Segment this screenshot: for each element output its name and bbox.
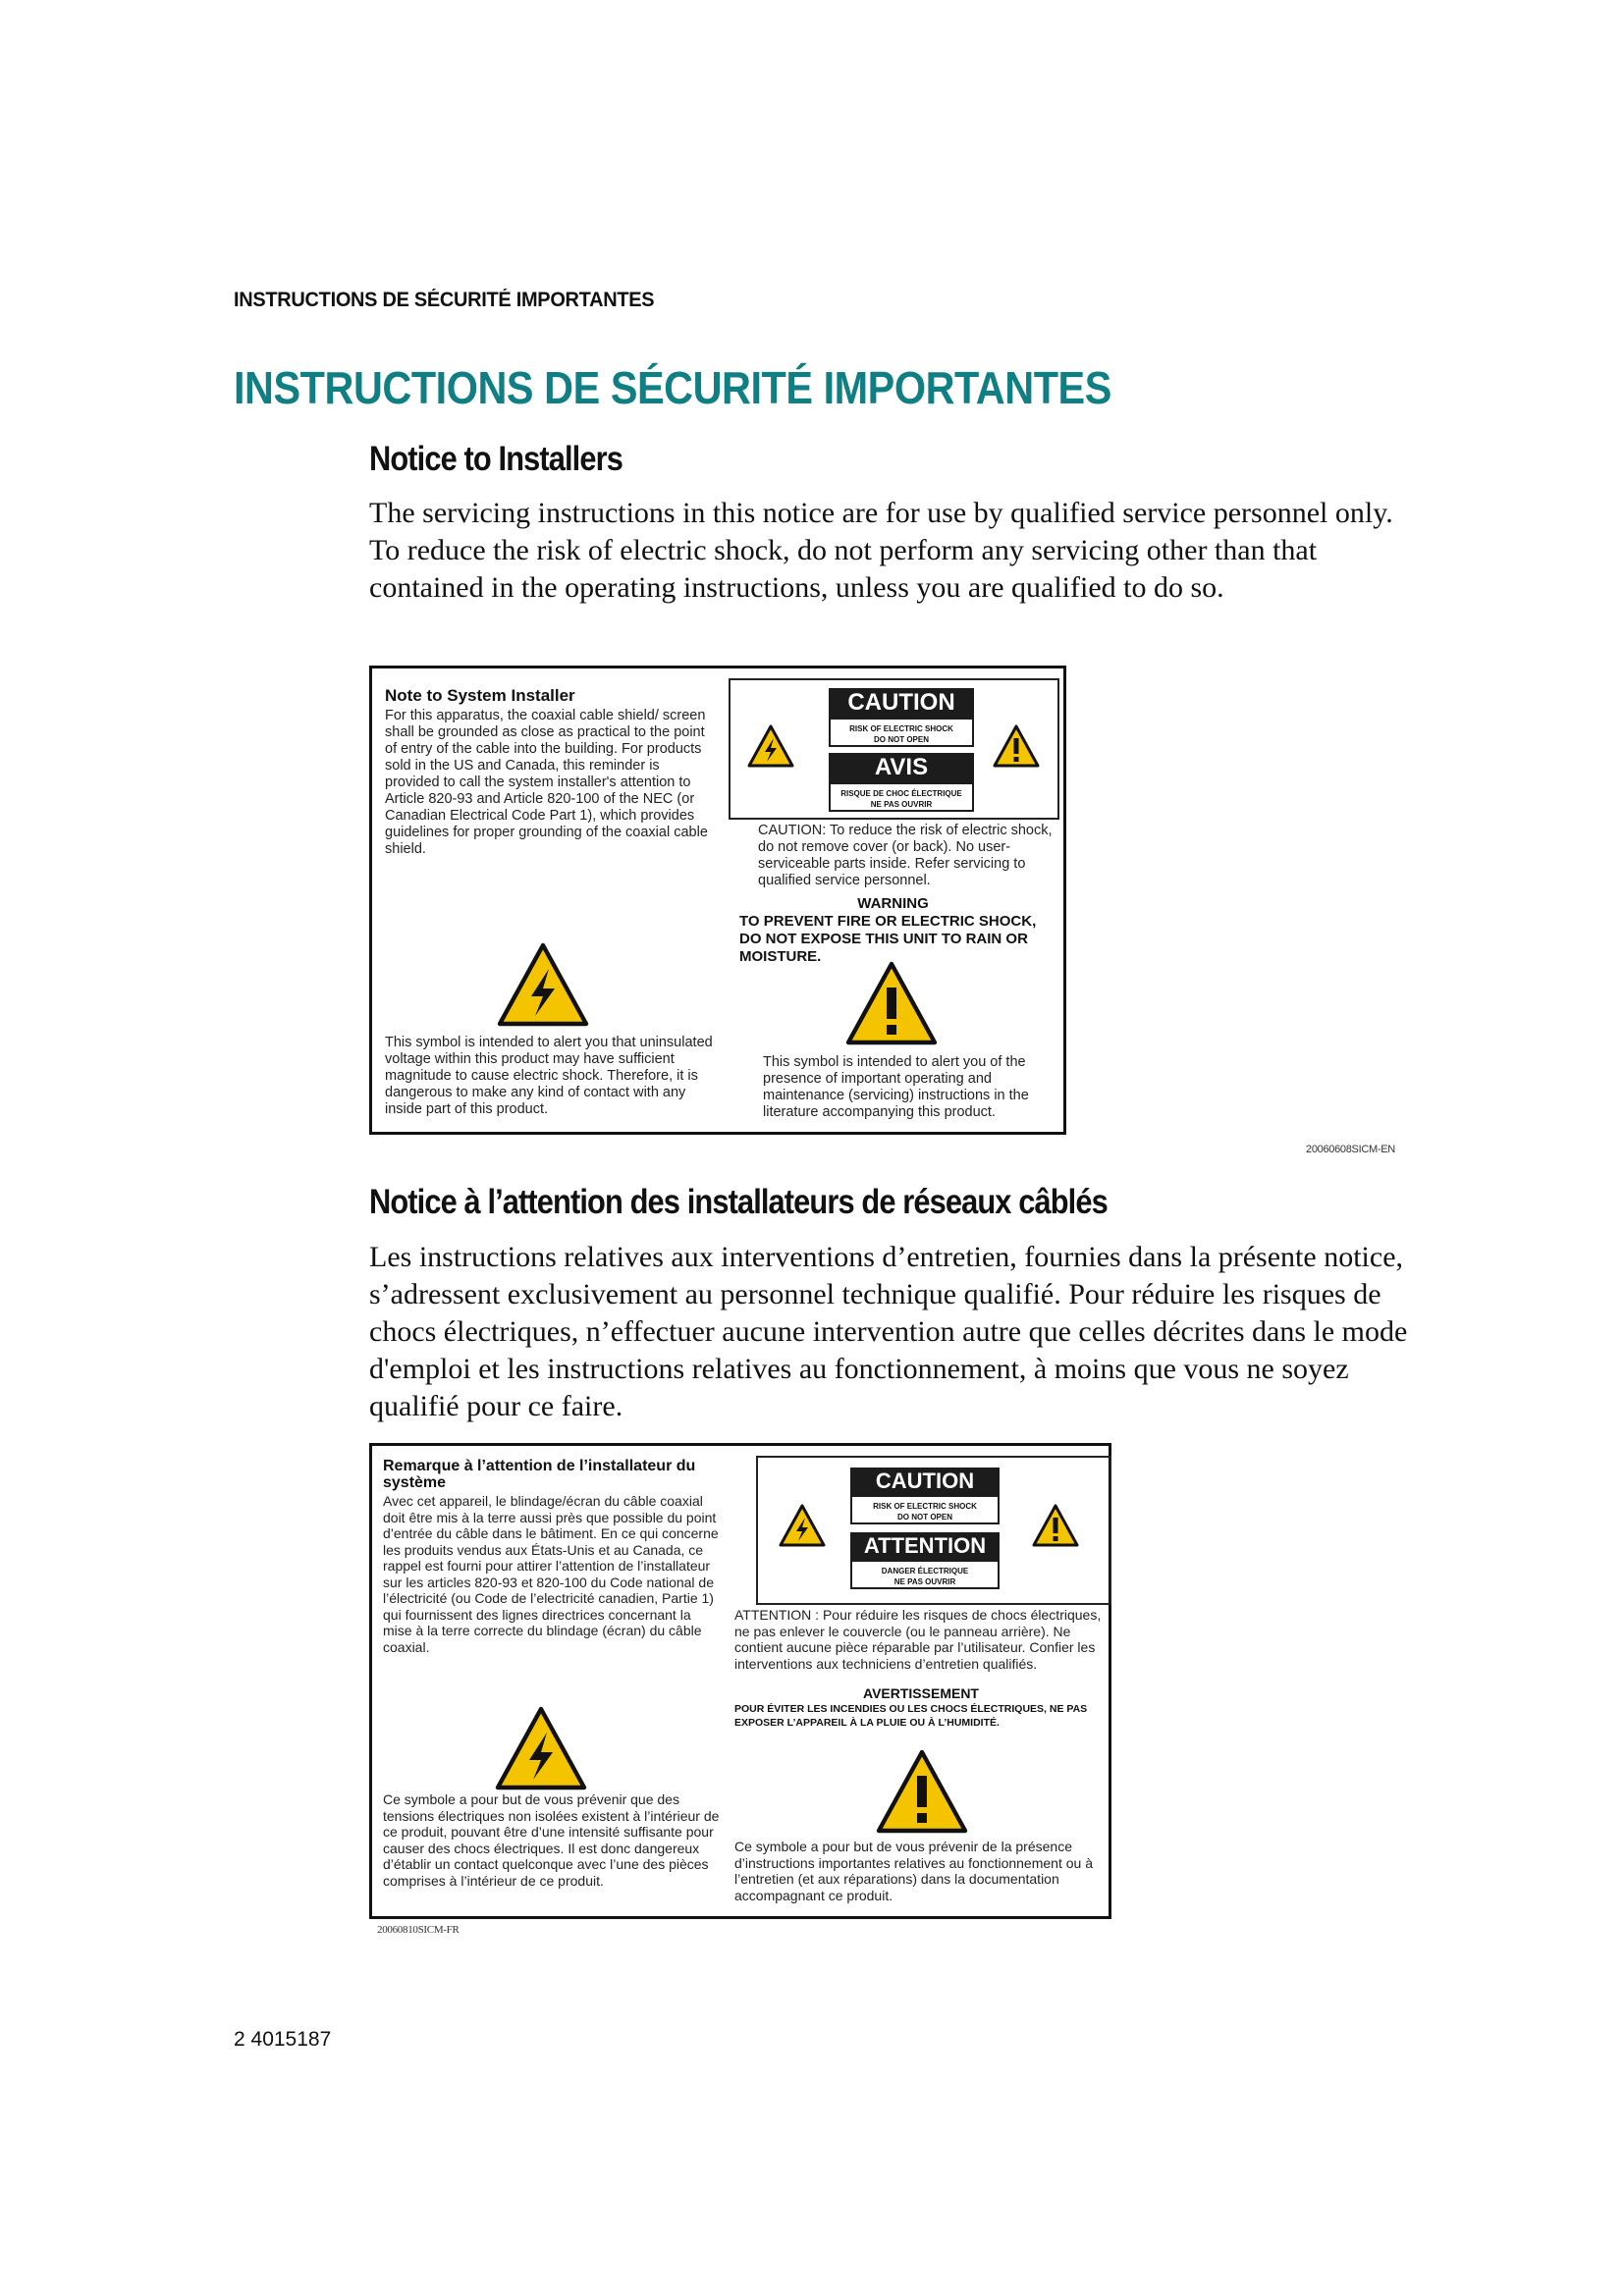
- caution-text: CAUTION: To reduce the risk of electric shock, do not remove cover (or back). No user-serviceable parts inside. Refer servicing to qualified service personnel.: [758, 823, 1053, 888]
- exclamation-warning-icon: [1031, 1503, 1080, 1548]
- exclamation-symbol-icon: [872, 1746, 972, 1837]
- installer-note-text: For this apparatus, the coaxial cable shield/ screen shall be grounded as close as practical to the point of entry of the cable into the building. For products sold in the US and Canada, this reminder is provided to call the system installer's attention to Article 820-93 and Article 820-100 of the NEC (or Canadian Electrical Code Part 1), which provides guidelines for proper grounding of the coaxial cable shield.: [385, 708, 708, 857]
- french-panel-ref: 20060810SICM-FR: [377, 1924, 460, 1936]
- installer-remark-title: Remarque à l’attention de l’installateur du système: [383, 1458, 696, 1491]
- caution-sub1: RISK OF ELECTRIC SHOCK: [873, 1502, 977, 1511]
- page-title: INSTRUCTIONS DE SÉCURITÉ IMPORTANTES: [234, 362, 1111, 413]
- lightning-symbol-icon: [491, 1703, 591, 1793]
- lightning-symbol-text: This symbol is intended to alert you that uninsulated voltage within this product may have sufficient magnitude to cause electric shock. Therefore, it is dangerous to make any kind of contact with any inside part of this product.: [385, 1035, 713, 1117]
- avis-label: AVIS: [829, 753, 974, 782]
- notice-cable-installers-body: Les instructions relatives aux interventions d’entretien, fournies dans la présente notice, s’adressent exclusivement au personnel technique qualifié. Pour réduire les risques de chocs électriques, n’effectuer aucune intervention autre que celles décrites dans le mode d'emploi et les instructions relatives au fonctionnement, à moins que vous ne soyez qualifié pour ce faire.: [369, 1241, 1408, 1422]
- lightning-symbol-text: Ce symbole a pour but de vous prévenir que des tensions électriques non isolées existent à l’intérieur de ce produit, pouvant être d’une intensité suffisante pour causer des chocs électriques. Il est donc dangereux d’établir un contact quelconque avec l’une des pièces comprises à l’intérieur de ce produit.: [383, 1791, 720, 1889]
- caution-sub2: DO NOT OPEN: [896, 1513, 952, 1522]
- attention-sub1: DANGER ÉLECTRIQUE: [881, 1567, 969, 1575]
- installer-remark-text: Avec cet appareil, le blindage/écran du câble coaxial doit être mis à la terre aussi près que possible du point d’entrée du câble dans le bâtiment. En ce qui concerne les produits vendus aux États-Unis et au Canada, ce rappel est fourni pour attirer l’attention de l’installateur sur les articles 820-93 et 820-100 du Code national de l’électricité (ou Code de l’electricité canadien, Partie 1) qui fournissent des lignes directrices concernant la mise à la terre correcte du blindage (écran) du câble coaxial.: [383, 1493, 719, 1655]
- attention-sub2: NE PAS OUVRIR: [893, 1577, 956, 1586]
- avis-sub1: RISQUE DE CHOC ÉLECTRIQUE: [840, 789, 962, 798]
- caution-sub1: RISK OF ELECTRIC SHOCK: [849, 724, 953, 733]
- lightning-warning-icon: [746, 723, 795, 769]
- caution-sub2: DO NOT OPEN: [873, 735, 929, 744]
- attention-sublabel: [850, 1560, 1000, 1589]
- attention-text: ATTENTION : Pour réduire les risques de chocs électriques, ne pas enlever le couvercle (ou le panneau arrière). Ne contient aucune pièce réparable par l’utilisateur. Confier les interventions aux techniciens d’entretien qualifiés.: [734, 1607, 1102, 1672]
- caution-label-box: [729, 678, 1059, 820]
- lightning-symbol-icon: [493, 939, 593, 1030]
- warning-text: TO PREVENT FIRE OR ELECTRIC SHOCK, DO NOT EXPOSE THIS UNIT TO RAIN OR MOISTURE.: [739, 913, 1037, 965]
- exclamation-warning-icon: [992, 723, 1041, 769]
- english-panel-ref: 20060608SICM-EN: [1306, 1144, 1395, 1155]
- notice-installers-body: The servicing instructions in this notice are for use by qualified service personnel only. To reduce the risk of electric shock, do not perform any servicing other than that contained in the operating instructions, unless you are qualified to do so.: [369, 497, 1393, 604]
- caution-attention-label-box: [756, 1456, 1111, 1605]
- lightning-warning-icon: [778, 1503, 827, 1548]
- exclamation-symbol-text: This symbol is intended to alert you of the presence of important operating and maintenance (servicing) instructions in the literature accompanying this product.: [763, 1054, 1029, 1120]
- avertissement-title: AVERTISSEMENT: [863, 1685, 979, 1701]
- avis-sub2: NE PAS OUVRIR: [870, 800, 933, 809]
- caution-label: CAUTION: [829, 688, 974, 718]
- running-header: INSTRUCTIONS DE SÉCURITÉ IMPORTANTES: [234, 289, 655, 311]
- notice-installers-heading: Notice to Installers: [369, 440, 623, 478]
- exclamation-symbol-icon: [841, 958, 942, 1048]
- english-safety-panel: [369, 666, 1066, 1135]
- avertissement-text: POUR ÉVITER LES INCENDIES OU LES CHOCS ÉLECTRIQUES, NE PAS EXPOSER L’APPAREIL À LA PLUIE OU À L’HUMIDITÉ.: [734, 1703, 1088, 1729]
- caution-sublabel: [850, 1495, 1000, 1524]
- attention-label: ATTENTION: [850, 1532, 1000, 1560]
- caution-sublabel: [829, 718, 974, 747]
- page-number: 2 4015187: [234, 2028, 332, 2051]
- warning-title: WARNING: [857, 895, 929, 912]
- notice-cable-installers-heading: Notice à l’attention des installateurs de réseaux câblés: [369, 1183, 1108, 1221]
- installer-note-title: Note to System Installer: [385, 686, 575, 705]
- french-safety-panel: [369, 1443, 1111, 1919]
- caution-label: CAUTION: [850, 1468, 1000, 1495]
- exclamation-symbol-text: Ce symbole a pour but de vous prévenir de la présence d’instructions importantes relatives au fonctionnement ou à l’entretien (et aux réparations) dans la documentation accompagnant ce produit.: [734, 1839, 1093, 1903]
- avis-sublabel: [829, 782, 974, 812]
